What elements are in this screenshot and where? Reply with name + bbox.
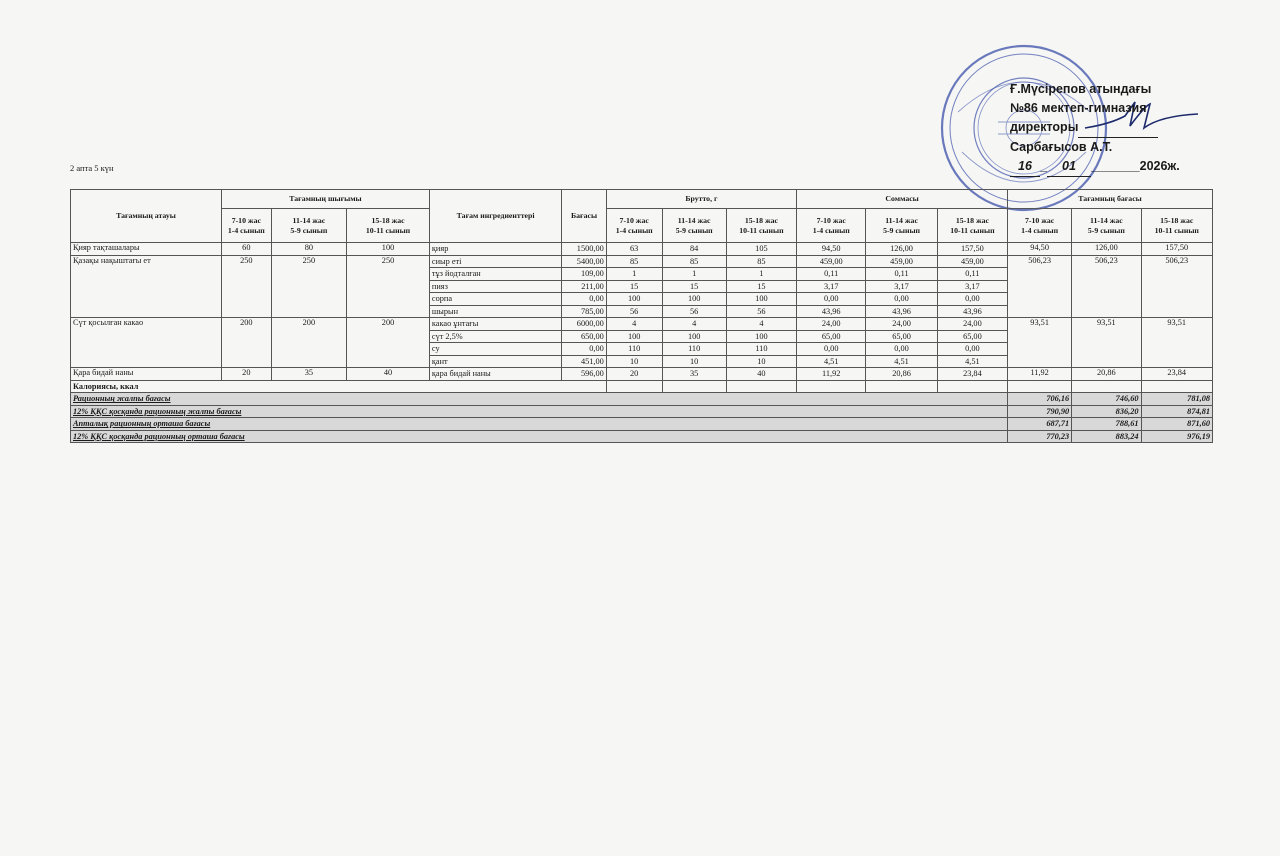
sum-value-3: 157,50	[937, 243, 1007, 256]
ingredient-name: тұз йодталған	[429, 268, 561, 281]
ingredient-name: қара бидай наны	[429, 368, 561, 381]
dish-name: Сүт қосылған какао	[71, 318, 222, 368]
ingredient-price: 451,00	[562, 355, 606, 368]
dish-price-3: 506,23	[1141, 255, 1213, 318]
approval-director-title: директоры	[1010, 118, 1240, 138]
total-row	[71, 405, 1213, 418]
dish-price-2: 93,51	[1072, 318, 1141, 368]
calories-cell	[606, 380, 662, 393]
total-value-1: 770,23	[1008, 430, 1072, 443]
total-label: Апталық рационның орташа бағасы	[71, 418, 1008, 431]
brutto-value-2: 10	[662, 355, 726, 368]
ingredient-price: 0,00	[562, 343, 606, 356]
brutto-value-2: 84	[662, 243, 726, 256]
sum-value-1: 0,11	[797, 268, 866, 281]
header-output-age-3: 15-18 жас 10-11 сынып	[347, 209, 430, 243]
brutto-value-2: 1	[662, 268, 726, 281]
brutto-value-1: 15	[606, 280, 662, 293]
brutto-value-3: 110	[726, 343, 796, 356]
sum-value-1: 43,96	[797, 305, 866, 318]
ingredient-price: 596,00	[562, 368, 606, 381]
dish-price-1: 506,23	[1008, 255, 1072, 318]
dish-output-1: 60	[222, 243, 272, 256]
ingredient-price: 650,00	[562, 330, 606, 343]
ingredient-name: шырын	[429, 305, 561, 318]
header-brutto-age-1: 7-10 жас 1-4 сынып	[606, 209, 662, 243]
table-row	[71, 243, 1213, 256]
sum-value-3: 3,17	[937, 280, 1007, 293]
ingredient-name: какао ұнтағы	[429, 318, 561, 331]
brutto-value-1: 110	[606, 343, 662, 356]
sum-value-1: 3,17	[797, 280, 866, 293]
sum-value-3: 0,00	[937, 343, 1007, 356]
header-price: Бағасы	[562, 190, 606, 243]
brutto-value-1: 100	[606, 293, 662, 306]
dish-price-3: 93,51	[1141, 318, 1213, 368]
dish-price-2: 20,86	[1072, 368, 1141, 381]
sum-value-2: 0,00	[866, 293, 937, 306]
ingredient-price: 5400,00	[562, 255, 606, 268]
approval-date: 16 _ 01 _______2026ж.	[1010, 157, 1240, 177]
sum-value-2: 4,51	[866, 355, 937, 368]
ingredient-price: 6000,00	[562, 318, 606, 331]
brutto-value-1: 10	[606, 355, 662, 368]
brutto-value-3: 4	[726, 318, 796, 331]
dish-output-3: 250	[347, 255, 430, 318]
calories-cell	[726, 380, 796, 393]
dish-output-2: 80	[271, 243, 347, 256]
dish-output-1: 250	[222, 255, 272, 318]
sum-value-1: 94,50	[797, 243, 866, 256]
brutto-value-3: 100	[726, 293, 796, 306]
header-output-age-2: 11-14 жас 5-9 сынып	[271, 209, 347, 243]
header-dish-price-age-2: 11-14 жас 5-9 сынып	[1072, 209, 1141, 243]
brutto-value-1: 85	[606, 255, 662, 268]
sum-value-1: 0,00	[797, 293, 866, 306]
calories-cell	[797, 380, 866, 393]
header-brutto-age-3: 15-18 жас 10-11 сынып	[726, 209, 796, 243]
sum-value-2: 126,00	[866, 243, 937, 256]
header-dish-price: Тағамның бағасы	[1008, 190, 1213, 209]
total-value-2: 883,24	[1072, 430, 1141, 443]
sum-value-1: 0,00	[797, 343, 866, 356]
brutto-value-1: 56	[606, 305, 662, 318]
approval-director-name: Сарбағысов А.Т.	[1010, 140, 1113, 154]
dish-name: Қияр тақташалары	[71, 243, 222, 256]
header-sum: Соммасы	[797, 190, 1008, 209]
brutto-value-2: 100	[662, 330, 726, 343]
brutto-value-2: 15	[662, 280, 726, 293]
sum-value-2: 3,17	[866, 280, 937, 293]
dish-price-1: 93,51	[1008, 318, 1072, 368]
sum-value-1: 65,00	[797, 330, 866, 343]
brutto-value-3: 1	[726, 268, 796, 281]
dish-output-2: 250	[271, 255, 347, 318]
dish-price-1: 94,50	[1008, 243, 1072, 256]
header-output: Тағамның шығымы	[222, 190, 430, 209]
ingredient-name: сорпа	[429, 293, 561, 306]
brutto-value-2: 35	[662, 368, 726, 381]
header-brutto-age-2: 11-14 жас 5-9 сынып	[662, 209, 726, 243]
ingredient-name: су	[429, 343, 561, 356]
week-label: 2 апта 5 күн	[70, 163, 114, 173]
dish-price-2: 506,23	[1072, 255, 1141, 318]
calories-row	[71, 380, 1213, 393]
header-sum-age-3: 15-18 жас 10-11 сынып	[937, 209, 1007, 243]
total-row	[71, 418, 1213, 431]
approval-school-name: Ғ.Мүсірепов атындағы	[1010, 82, 1152, 96]
table-row	[71, 255, 1213, 268]
dish-output-1: 200	[222, 318, 272, 368]
brutto-value-2: 100	[662, 293, 726, 306]
sum-value-2: 0,00	[866, 343, 937, 356]
total-label: 12% ҚҚС қосқанда рационның орташа бағасы	[71, 430, 1008, 443]
sum-value-3: 459,00	[937, 255, 1007, 268]
menu-cost-table	[70, 189, 1213, 443]
brutto-value-1: 100	[606, 330, 662, 343]
calories-cell	[662, 380, 726, 393]
sum-value-1: 11,92	[797, 368, 866, 381]
sum-value-3: 43,96	[937, 305, 1007, 318]
total-value-1: 687,71	[1008, 418, 1072, 431]
sum-value-2: 0,11	[866, 268, 937, 281]
dish-output-3: 100	[347, 243, 430, 256]
dish-name: Қара бидай наны	[71, 368, 222, 381]
total-label: Рационның жалпы бағасы	[71, 393, 1008, 406]
dish-output-2: 35	[271, 368, 347, 381]
total-row	[71, 430, 1213, 443]
brutto-value-1: 4	[606, 318, 662, 331]
header-dish-price-age-3: 15-18 жас 10-11 сынып	[1141, 209, 1213, 243]
ingredient-name: қант	[429, 355, 561, 368]
header-brutto: Брутто, г	[606, 190, 796, 209]
approval-block	[1010, 80, 1240, 177]
header-output-age-1: 7-10 жас 1-4 сынып	[222, 209, 272, 243]
brutto-value-3: 15	[726, 280, 796, 293]
sum-value-3: 23,84	[937, 368, 1007, 381]
total-value-3: 781,08	[1141, 393, 1213, 406]
ingredient-price: 109,00	[562, 268, 606, 281]
total-value-1: 790,90	[1008, 405, 1072, 418]
header-dish-name: Тағамның атауы	[71, 190, 222, 243]
total-value-1: 706,16	[1008, 393, 1072, 406]
calories-cell	[1072, 380, 1141, 393]
dish-price-1: 11,92	[1008, 368, 1072, 381]
brutto-value-3: 105	[726, 243, 796, 256]
total-value-3: 874,81	[1141, 405, 1213, 418]
sum-value-2: 43,96	[866, 305, 937, 318]
calories-cell	[1008, 380, 1072, 393]
total-value-2: 746,60	[1072, 393, 1141, 406]
ingredient-name: қияр	[429, 243, 561, 256]
total-value-2: 788,61	[1072, 418, 1141, 431]
brutto-value-3: 56	[726, 305, 796, 318]
sum-value-2: 24,00	[866, 318, 937, 331]
table-header	[71, 190, 1213, 243]
dish-name: Қазақы нақыштағы ет	[71, 255, 222, 318]
brutto-value-1: 63	[606, 243, 662, 256]
total-row	[71, 393, 1213, 406]
sum-value-1: 459,00	[797, 255, 866, 268]
total-value-2: 836,20	[1072, 405, 1141, 418]
sum-value-1: 4,51	[797, 355, 866, 368]
ingredient-price: 211,00	[562, 280, 606, 293]
sum-value-3: 4,51	[937, 355, 1007, 368]
brutto-value-2: 4	[662, 318, 726, 331]
brutto-value-3: 85	[726, 255, 796, 268]
dish-output-1: 20	[222, 368, 272, 381]
brutto-value-3: 100	[726, 330, 796, 343]
brutto-value-3: 10	[726, 355, 796, 368]
dish-price-3: 157,50	[1141, 243, 1213, 256]
ingredient-name: пияз	[429, 280, 561, 293]
dish-price-3: 23,84	[1141, 368, 1213, 381]
ingredient-name: сүт 2,5%	[429, 330, 561, 343]
header-dish-price-age-1: 7-10 жас 1-4 сынып	[1008, 209, 1072, 243]
sum-value-2: 459,00	[866, 255, 937, 268]
brutto-value-3: 40	[726, 368, 796, 381]
brutto-value-2: 56	[662, 305, 726, 318]
total-value-3: 871,60	[1141, 418, 1213, 431]
sum-value-3: 24,00	[937, 318, 1007, 331]
ingredient-price: 1500,00	[562, 243, 606, 256]
brutto-value-1: 1	[606, 268, 662, 281]
sum-value-1: 24,00	[797, 318, 866, 331]
header-sum-age-2: 11-14 жас 5-9 сынып	[866, 209, 937, 243]
calories-cell	[1141, 380, 1213, 393]
dish-output-2: 200	[271, 318, 347, 368]
sum-value-2: 65,00	[866, 330, 937, 343]
table-row	[71, 368, 1213, 381]
total-value-3: 976,19	[1141, 430, 1213, 443]
sum-value-2: 20,86	[866, 368, 937, 381]
dish-output-3: 200	[347, 318, 430, 368]
approval-school-number: №86 мектеп-гимназия	[1010, 101, 1147, 115]
header-sum-age-1: 7-10 жас 1-4 сынып	[797, 209, 866, 243]
dish-price-2: 126,00	[1072, 243, 1141, 256]
ingredient-price: 0,00	[562, 293, 606, 306]
brutto-value-1: 20	[606, 368, 662, 381]
table-row	[71, 318, 1213, 331]
calories-cell	[937, 380, 1007, 393]
sum-value-3: 65,00	[937, 330, 1007, 343]
brutto-value-2: 85	[662, 255, 726, 268]
ingredient-name: сиыр еті	[429, 255, 561, 268]
dish-output-3: 40	[347, 368, 430, 381]
calories-cell	[866, 380, 937, 393]
calories-label: Калориясы, ккал	[71, 380, 607, 393]
header-ingredients: Тағам ингредиенттері	[429, 190, 561, 243]
total-label: 12% ҚҚС қосқанда рационның жалпы бағасы	[71, 405, 1008, 418]
ingredient-price: 785,00	[562, 305, 606, 318]
sum-value-3: 0,00	[937, 293, 1007, 306]
sum-value-3: 0,11	[937, 268, 1007, 281]
brutto-value-2: 110	[662, 343, 726, 356]
